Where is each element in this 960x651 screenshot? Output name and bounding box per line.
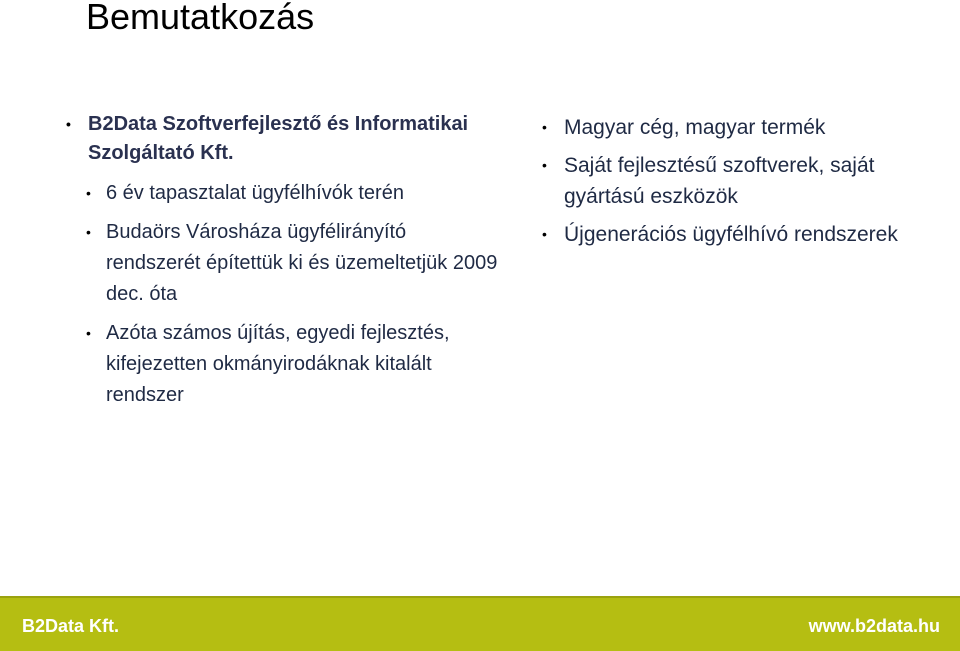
bullet-icon: • — [542, 119, 547, 135]
list-item-text: Magyar cég, magyar termék — [564, 116, 826, 139]
slide-title: Bemutatkozás — [86, 0, 315, 37]
list-item-budaors — [58, 217, 498, 310]
list-item-text: Budaörs Városháza ügyfélirányító rendszerét építettük ki és üzemeltetjük 2009 dec. óta — [106, 221, 498, 305]
bullet-icon: • — [86, 185, 91, 201]
right-bullet-list — [530, 112, 950, 257]
list-item-hungarian — [530, 112, 950, 143]
list-item-experience — [58, 178, 498, 209]
bullet-icon: • — [542, 226, 547, 242]
list-item-new-generation — [530, 219, 950, 250]
bullet-icon: • — [86, 325, 91, 341]
bullet-icon: • — [542, 157, 547, 173]
list-item-text: Újgenerációs ügyfélhívó rendszerek — [564, 223, 898, 246]
list-item-own-software — [530, 150, 950, 212]
footer-website-link[interactable]: www.b2data.hu — [808, 616, 940, 636]
list-item-innovations — [58, 318, 498, 411]
list-item-text: 6 év tapasztalat ügyfélhívók terén — [106, 182, 404, 204]
bullet-icon: • — [86, 224, 91, 240]
left-bullet-list — [58, 110, 498, 419]
list-item-text: Saját fejlesztésű szoftverek, saját gyártású eszközök — [564, 154, 875, 208]
list-item-company — [58, 110, 498, 168]
list-item-text: Azóta számos újítás, egyedi fejlesztés, kifejezetten okmányirodáknak kitalált rendszer — [106, 322, 450, 406]
footer-bar — [0, 596, 960, 651]
bullet-icon: • — [66, 116, 71, 132]
list-item-text: B2Data Szoftverfejlesztő és Informatikai Szolgáltató Kft. — [88, 113, 469, 164]
footer-company: B2Data Kft. — [22, 616, 120, 636]
